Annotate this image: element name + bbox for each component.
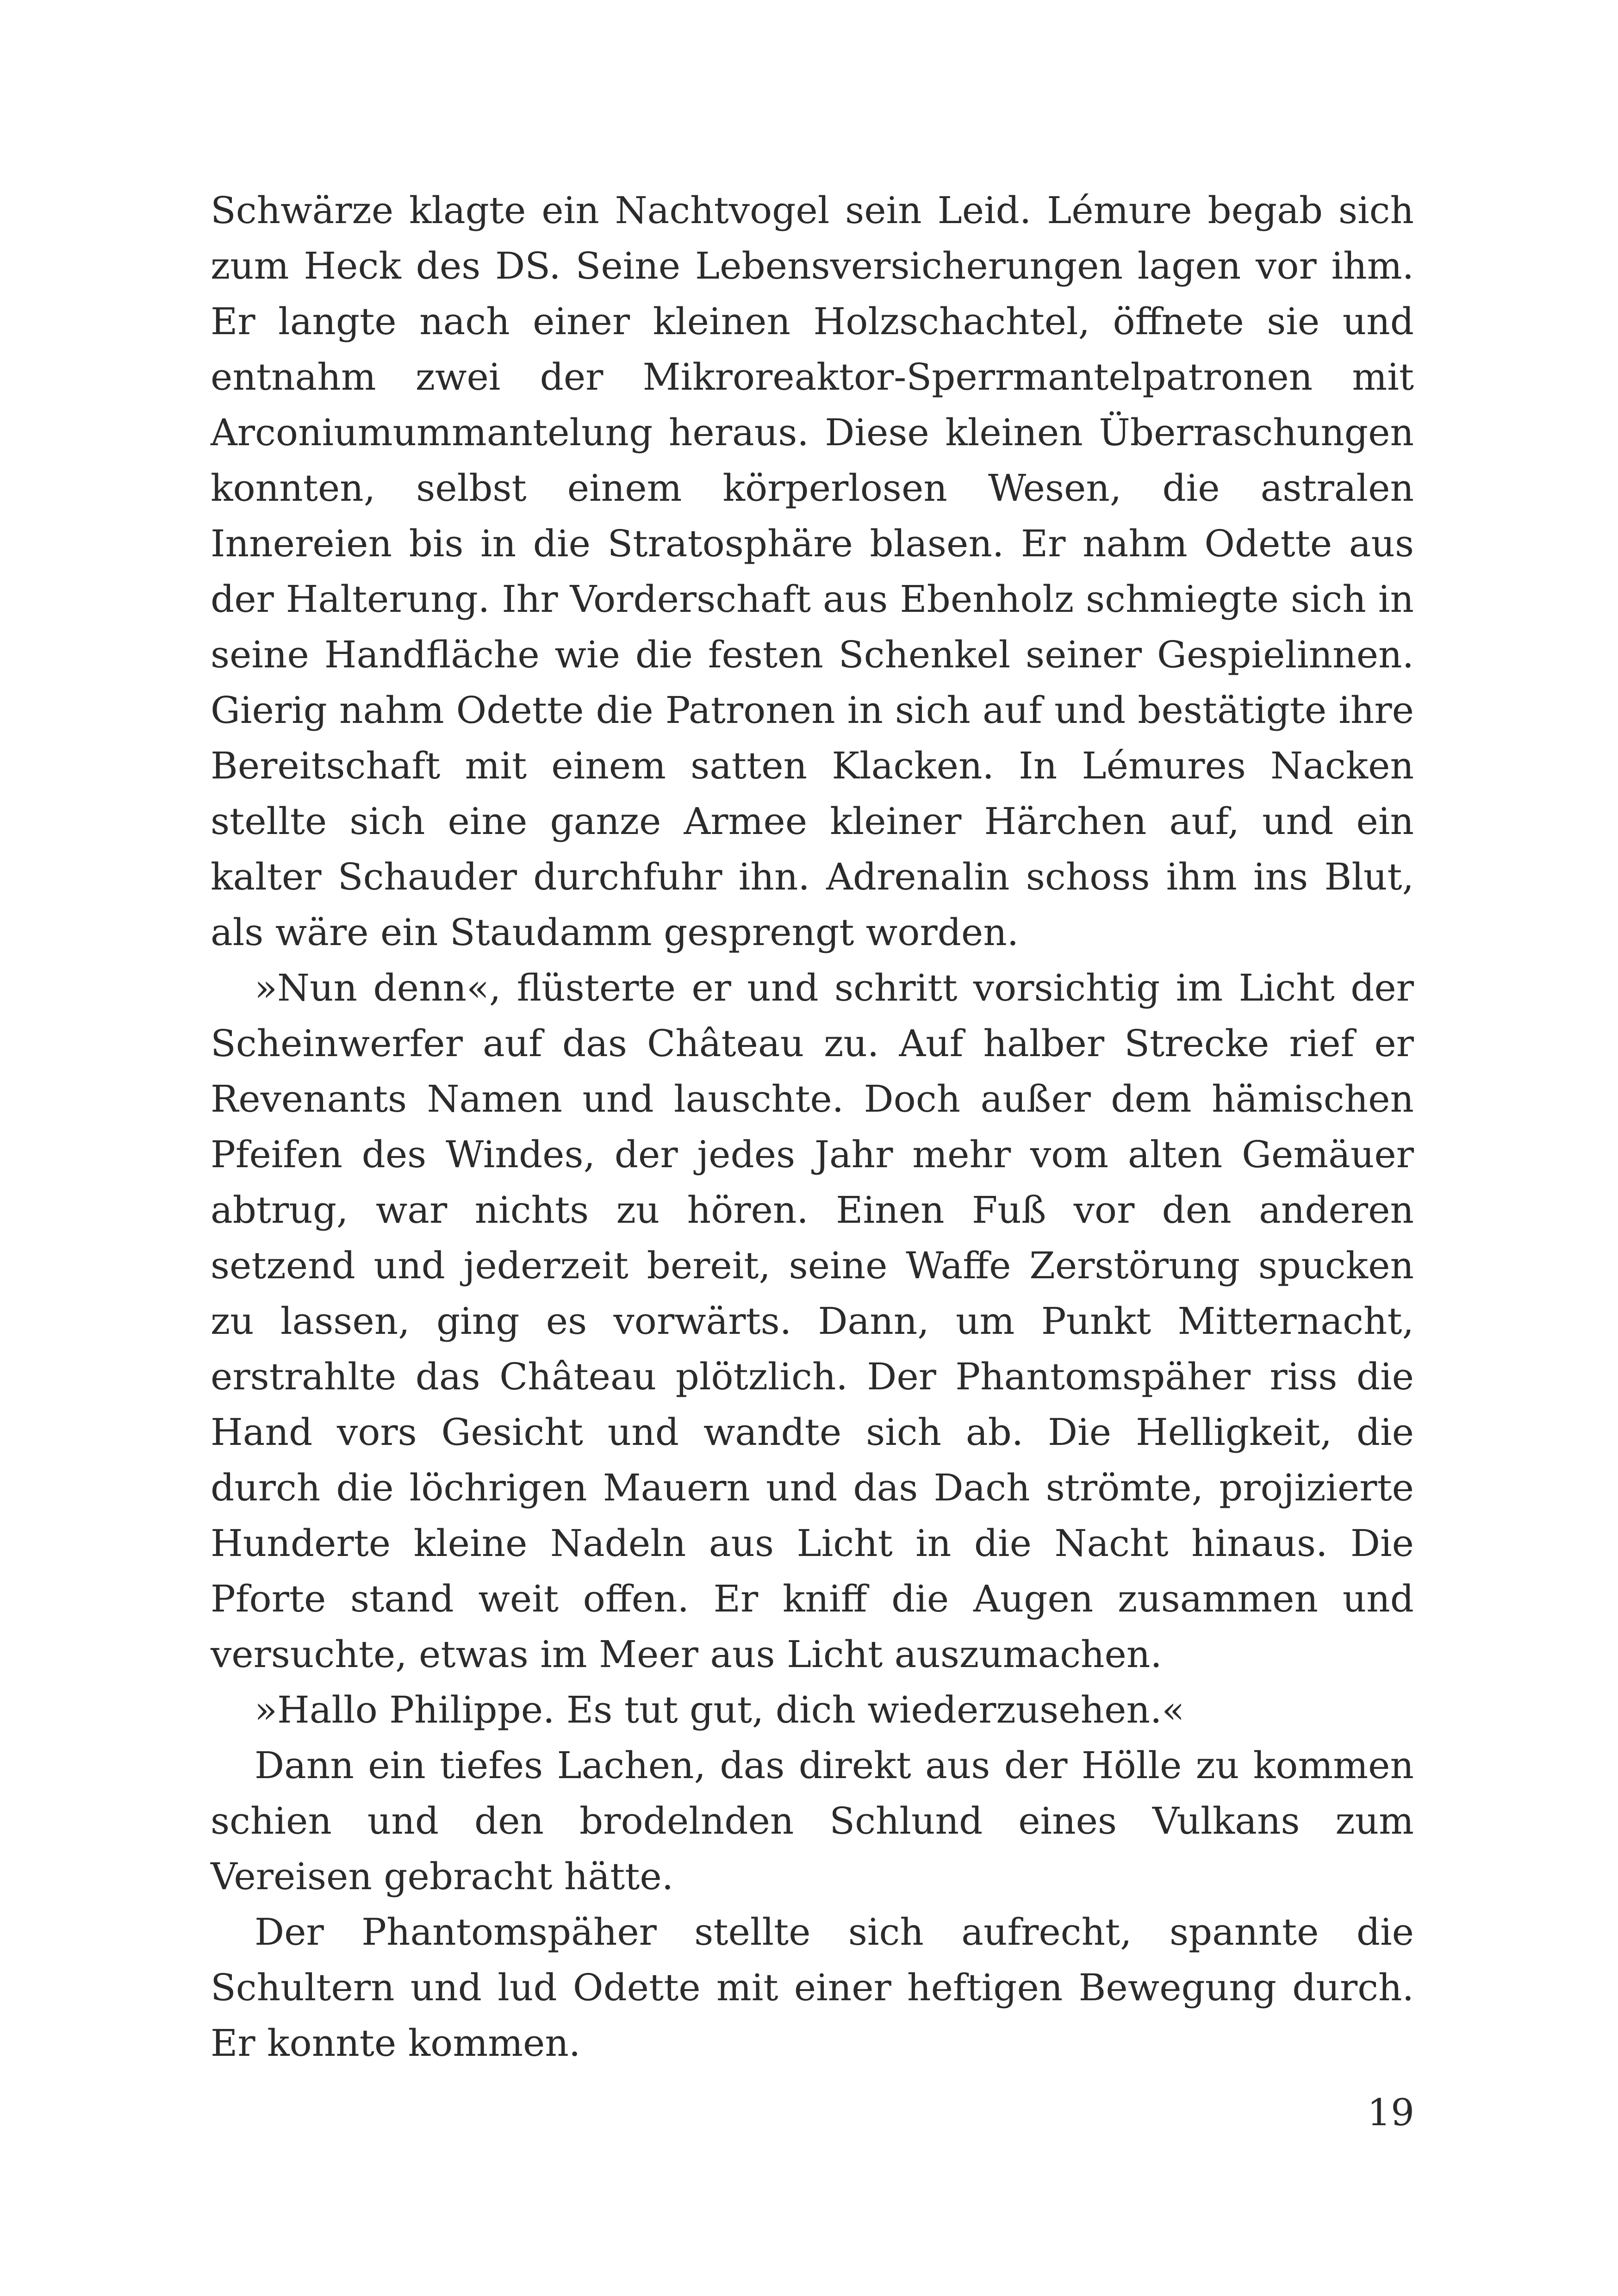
paragraph-5: Der Phantomspäher stellte sich aufrecht, spannte die Schultern und lud Odette mit einer heftigen Bewegung durch. Er konnte kommen. — [211, 1910, 1414, 2065]
page-number: 19 — [1367, 2091, 1414, 2134]
body-text — [211, 183, 1414, 2071]
paragraph-3: »Hallo Philippe. Es tut gut, dich wiederzusehen.« — [255, 1688, 1185, 1731]
paragraph-2: »Nun denn«, flüsterte er und schritt vorsichtig im Licht der Scheinwerfer auf das Château zu. Auf halber Strecke rief er Revenants Namen und lauschte. Doch außer dem hämischen Pfeifen des Windes, der jedes Jahr mehr vom alten Gemäuer abtrug, war nichts zu hören. Einen Fuß vor den anderen setzend und jederzeit bereit, seine Waffe Zerstörung spucken zu lassen, ging es vorwärts. Dann, um Punkt Mitternacht, erstrahlte das Château plötzlich. Der Phantomspäher riss die Hand vors Gesicht und wandte sich ab. Die Helligkeit, die durch die löchrigen Mauern und das Dach strömte, projizierte Hunderte kleine Nadeln aus Licht in die Nacht hinaus. Die Pforte stand weit offen. Er kniff die Augen zusammen und versuchte, etwas im Meer aus Licht auszumachen. — [211, 966, 1414, 1676]
paragraph-1: Schwärze klagte ein Nachtvogel sein Leid. Lémure begab sich zum Heck des DS. Seine Lebensversicherungen lagen vor ihm. Er langte nach einer kleinen Holzschachtel, öffnete sie und entnahm zwei der Mikroreaktor-Sperrmantelpatronen mit Arconiumummantelung heraus. Diese kleinen Überraschungen konnten, selbst einem körperlosen Wesen, die astralen Innereien bis in die Stratosphäre blasen. Er nahm Odette aus der Halterung. Ihr Vorderschaft aus Ebenholz schmiegte sich in seine Handfläche wie die festen Schenkel seiner Gespielinnen. Gierig nahm Odette die Patronen in sich auf und bestätigte ihre Bereitschaft mit einem satten Klacken. In Lémures Nacken stellte sich eine ganze Armee kleiner Härchen auf, und ein kalter Schauder durchfuhr ihn. Adrenalin schoss ihm ins Blut, als wäre ein Staudamm gesprengt worden. — [211, 189, 1414, 954]
paragraph-4: Dann ein tiefes Lachen, das direkt aus der Hölle zu kommen schien und den brodelnden Schlund eines Vulkans zum Vereisen gebracht hätte. — [211, 1744, 1414, 1898]
